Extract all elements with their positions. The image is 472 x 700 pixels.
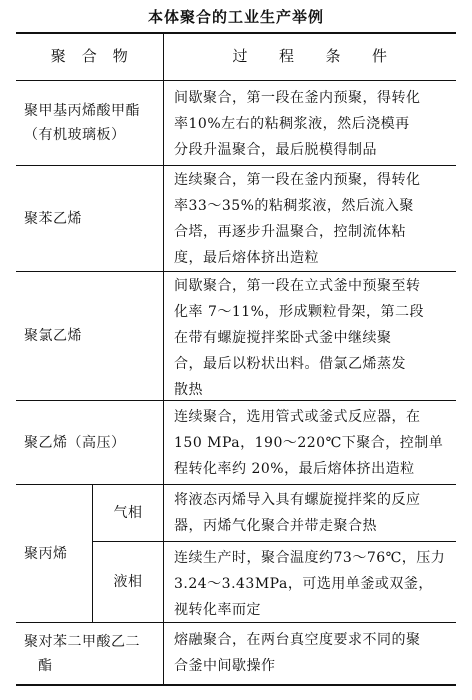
polymer-name: 聚对苯二甲酸乙二	[24, 633, 140, 650]
polymer-name-cell	[16, 166, 163, 271]
polymer-name: （有机玻璃板）	[24, 127, 126, 143]
polymer-name-cell	[16, 272, 163, 400]
condition-line: 将液态丙烯导入具有螺旋搅拌桨的反应	[174, 492, 421, 508]
polymer-name-cell	[16, 81, 163, 165]
polymer-name-cell	[16, 485, 92, 622]
condition-line: 间歇聚合，第一段在釜内预聚，得转化	[174, 90, 421, 106]
table-caption: 本体聚合的工业生产举例	[147, 8, 324, 26]
condition-line: 熔融聚合，在两台真空度要求不同的聚	[174, 632, 421, 648]
polymer-name: 聚丙烯	[24, 545, 68, 562]
phase-cell	[93, 485, 163, 541]
polymer-name: 聚苯乙烯	[24, 210, 82, 227]
condition-line: 连续聚合，选用管式或釜式反应器，在	[174, 409, 421, 425]
conditions-cell	[164, 167, 456, 271]
table-bottom-rule	[16, 684, 456, 686]
polymer-name: 聚甲基丙烯酸甲酯	[24, 103, 140, 119]
header-conditions: 过 程 条 件	[232, 47, 388, 65]
condition-line: 3.24～3.43MPa，可选用单釜或双釜，	[174, 576, 433, 592]
condition-line: 合釜中间歇操作	[174, 658, 276, 674]
polymer-name-cell	[16, 623, 163, 684]
condition-line: 率33～35%的粘稠浆液，然后流入聚	[174, 198, 414, 214]
table-top-rule	[16, 32, 456, 34]
conditions-cell	[164, 85, 456, 165]
condition-line: 视转化率而定	[174, 602, 261, 618]
condition-line: 度，最后熔体挤出造粒	[174, 250, 319, 266]
condition-line: 间歇聚合，第一段在立式釜中预聚至转	[174, 278, 421, 294]
condition-line: 连续聚合，第一段在釜内预聚，得转化	[174, 172, 421, 188]
conditions-cell	[164, 487, 456, 541]
phase-label: 气相	[113, 505, 143, 521]
condition-line: 合塔，再逐步升温聚合，控制流体粘	[174, 224, 406, 240]
condition-line: 率10%左右的粘稠浆液，然后浇模再	[174, 116, 410, 132]
phase-label: 液相	[113, 574, 143, 590]
condition-line: 合，最后以粉状出料。借氯乙烯蒸发	[174, 356, 406, 372]
condition-line: 150 MPa，190～220℃下聚合，控制单	[174, 435, 444, 451]
header-polymer: 聚 合 物	[50, 47, 129, 65]
condition-line: 散热	[174, 382, 203, 398]
condition-line: 在带有螺旋搅拌桨卧式釜中继续聚	[174, 330, 392, 346]
polymer-name: 酯	[38, 657, 53, 674]
phase-cell	[93, 542, 163, 622]
conditions-cell	[164, 404, 456, 484]
conditions-cell	[164, 273, 456, 400]
polymer-name: 聚氯乙烯	[24, 328, 82, 344]
conditions-cell	[164, 627, 456, 684]
polymer-name: 聚乙烯（高压）	[24, 434, 126, 451]
condition-line: 分段升温聚合，最后脱模得制品	[174, 142, 377, 158]
polymer-name-cell	[16, 401, 163, 484]
condition-line: 连续生产时，聚合温度约73～76℃，压力	[174, 550, 446, 566]
conditions-cell	[164, 545, 456, 622]
condition-line: 器，丙烯气化聚合并带走聚合热	[174, 518, 377, 534]
condition-line: 程转化率约 20%，最后熔体挤出造粒	[174, 461, 415, 477]
condition-line: 化率 7～11%，形成颗粒骨架，第二段	[174, 304, 424, 320]
